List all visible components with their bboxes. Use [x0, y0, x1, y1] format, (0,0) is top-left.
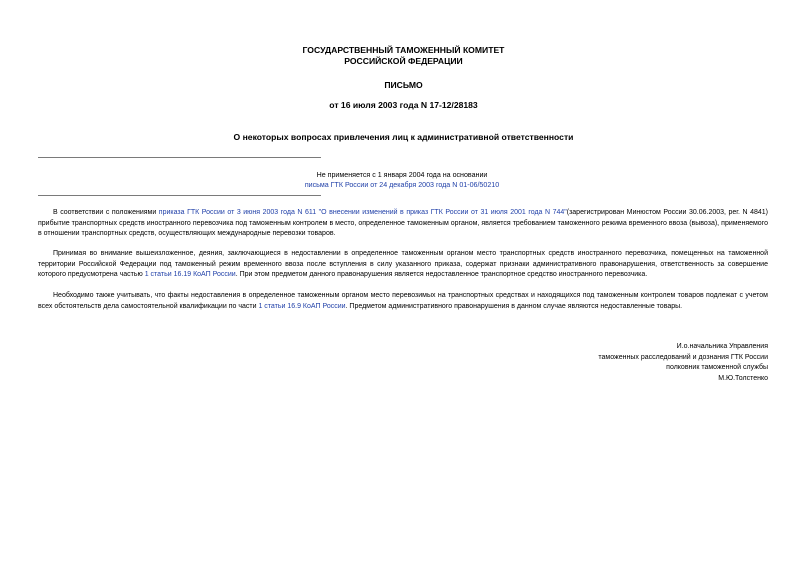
signature-rank: полковник таможенной службы [666, 364, 768, 372]
paragraph-3-text-b: . Предметом административного правонарушения в данном случае являются недоставленные товары. [345, 302, 683, 310]
doc-date: от 16 июля 2003 года N 17-12/28183 [329, 100, 478, 110]
signature-name: М.Ю.Толстенко [718, 375, 768, 383]
notice-text: Не применяется с 1 января 2004 года на основании [316, 171, 488, 179]
status-notice [38, 170, 766, 190]
signature-department: таможенных расследований и дознания ГТК России [598, 353, 768, 361]
doc-type: ПИСЬМО [384, 80, 423, 90]
org-name [0, 45, 807, 67]
signature-block [468, 342, 768, 385]
paragraph-2 [38, 249, 768, 281]
paragraph-1 [38, 208, 768, 240]
paragraph-1-text-b: (зарегистрирован Минюстом России 30.06.2003, рег. N 4841) прибытие транспортных средств иностранного перевозчика под таможенным контролем в место, определенное таможенным органом, является требованием таможенного режима временного ввоза (вывоза), применяемого в отношении транспортных средств, осуществляющих международные перевозки товаров. [38, 209, 768, 237]
signature-position: И.о.начальника Управления [676, 343, 768, 350]
paragraph-2-text-a: Принимая во внимание вышеизложенное, деяния, заключающиеся в недоставлении в определенное таможенным органом место транспортных средств иностранного перевозчика, помещенных на таможенной территории Российской Федерации под таможенный режим временного ввоза после вступления в силу указанного приказа, содержат признаки административного правонарушения, ответственность за совершение которого предусмотрена частью [38, 250, 768, 278]
paragraph-3-text-a: Необходимо также учитывать, что факты недоставления в определенное таможенным органом место перевозимых на транспортных средствах и находящихся под таможенным контролем товаров подлежат с учетом всех обстоятельств дела самостоятельной квалификации по части [38, 292, 768, 310]
bottom-divider [38, 195, 321, 196]
koap-16-19-link[interactable]: 1 статьи 16.19 КоАП России [144, 271, 236, 278]
order-611-link[interactable]: приказа ГТК России от 3 июня 2003 года N 611 "О внесении изменений в приказ ГТК России от 31 июля 2001 года N 744" [158, 209, 567, 216]
paragraph-3 [38, 291, 768, 312]
doc-title: О некоторых вопросах привлечения лиц к административной ответственности [233, 132, 574, 142]
org-name-line2: РОССИЙСКОЙ ФЕДЕРАЦИИ [344, 56, 463, 66]
top-divider [38, 157, 321, 158]
paragraph-2-text-b: . При этом предметом данного правонарушения является недоставленное транспортное средство иностранного перевозчика. [235, 271, 648, 278]
paragraph-1-text-a: В соответствии с положениями [53, 209, 159, 216]
org-name-line1: ГОСУДАРСТВЕННЫЙ ТАМОЖЕННЫЙ КОМИТЕТ [302, 45, 505, 55]
notice-link[interactable]: письма ГТК России от 24 декабря 2003 года N 01-06/50210 [304, 181, 500, 189]
koap-16-9-link[interactable]: 1 статьи 16.9 КоАП России [258, 302, 346, 310]
